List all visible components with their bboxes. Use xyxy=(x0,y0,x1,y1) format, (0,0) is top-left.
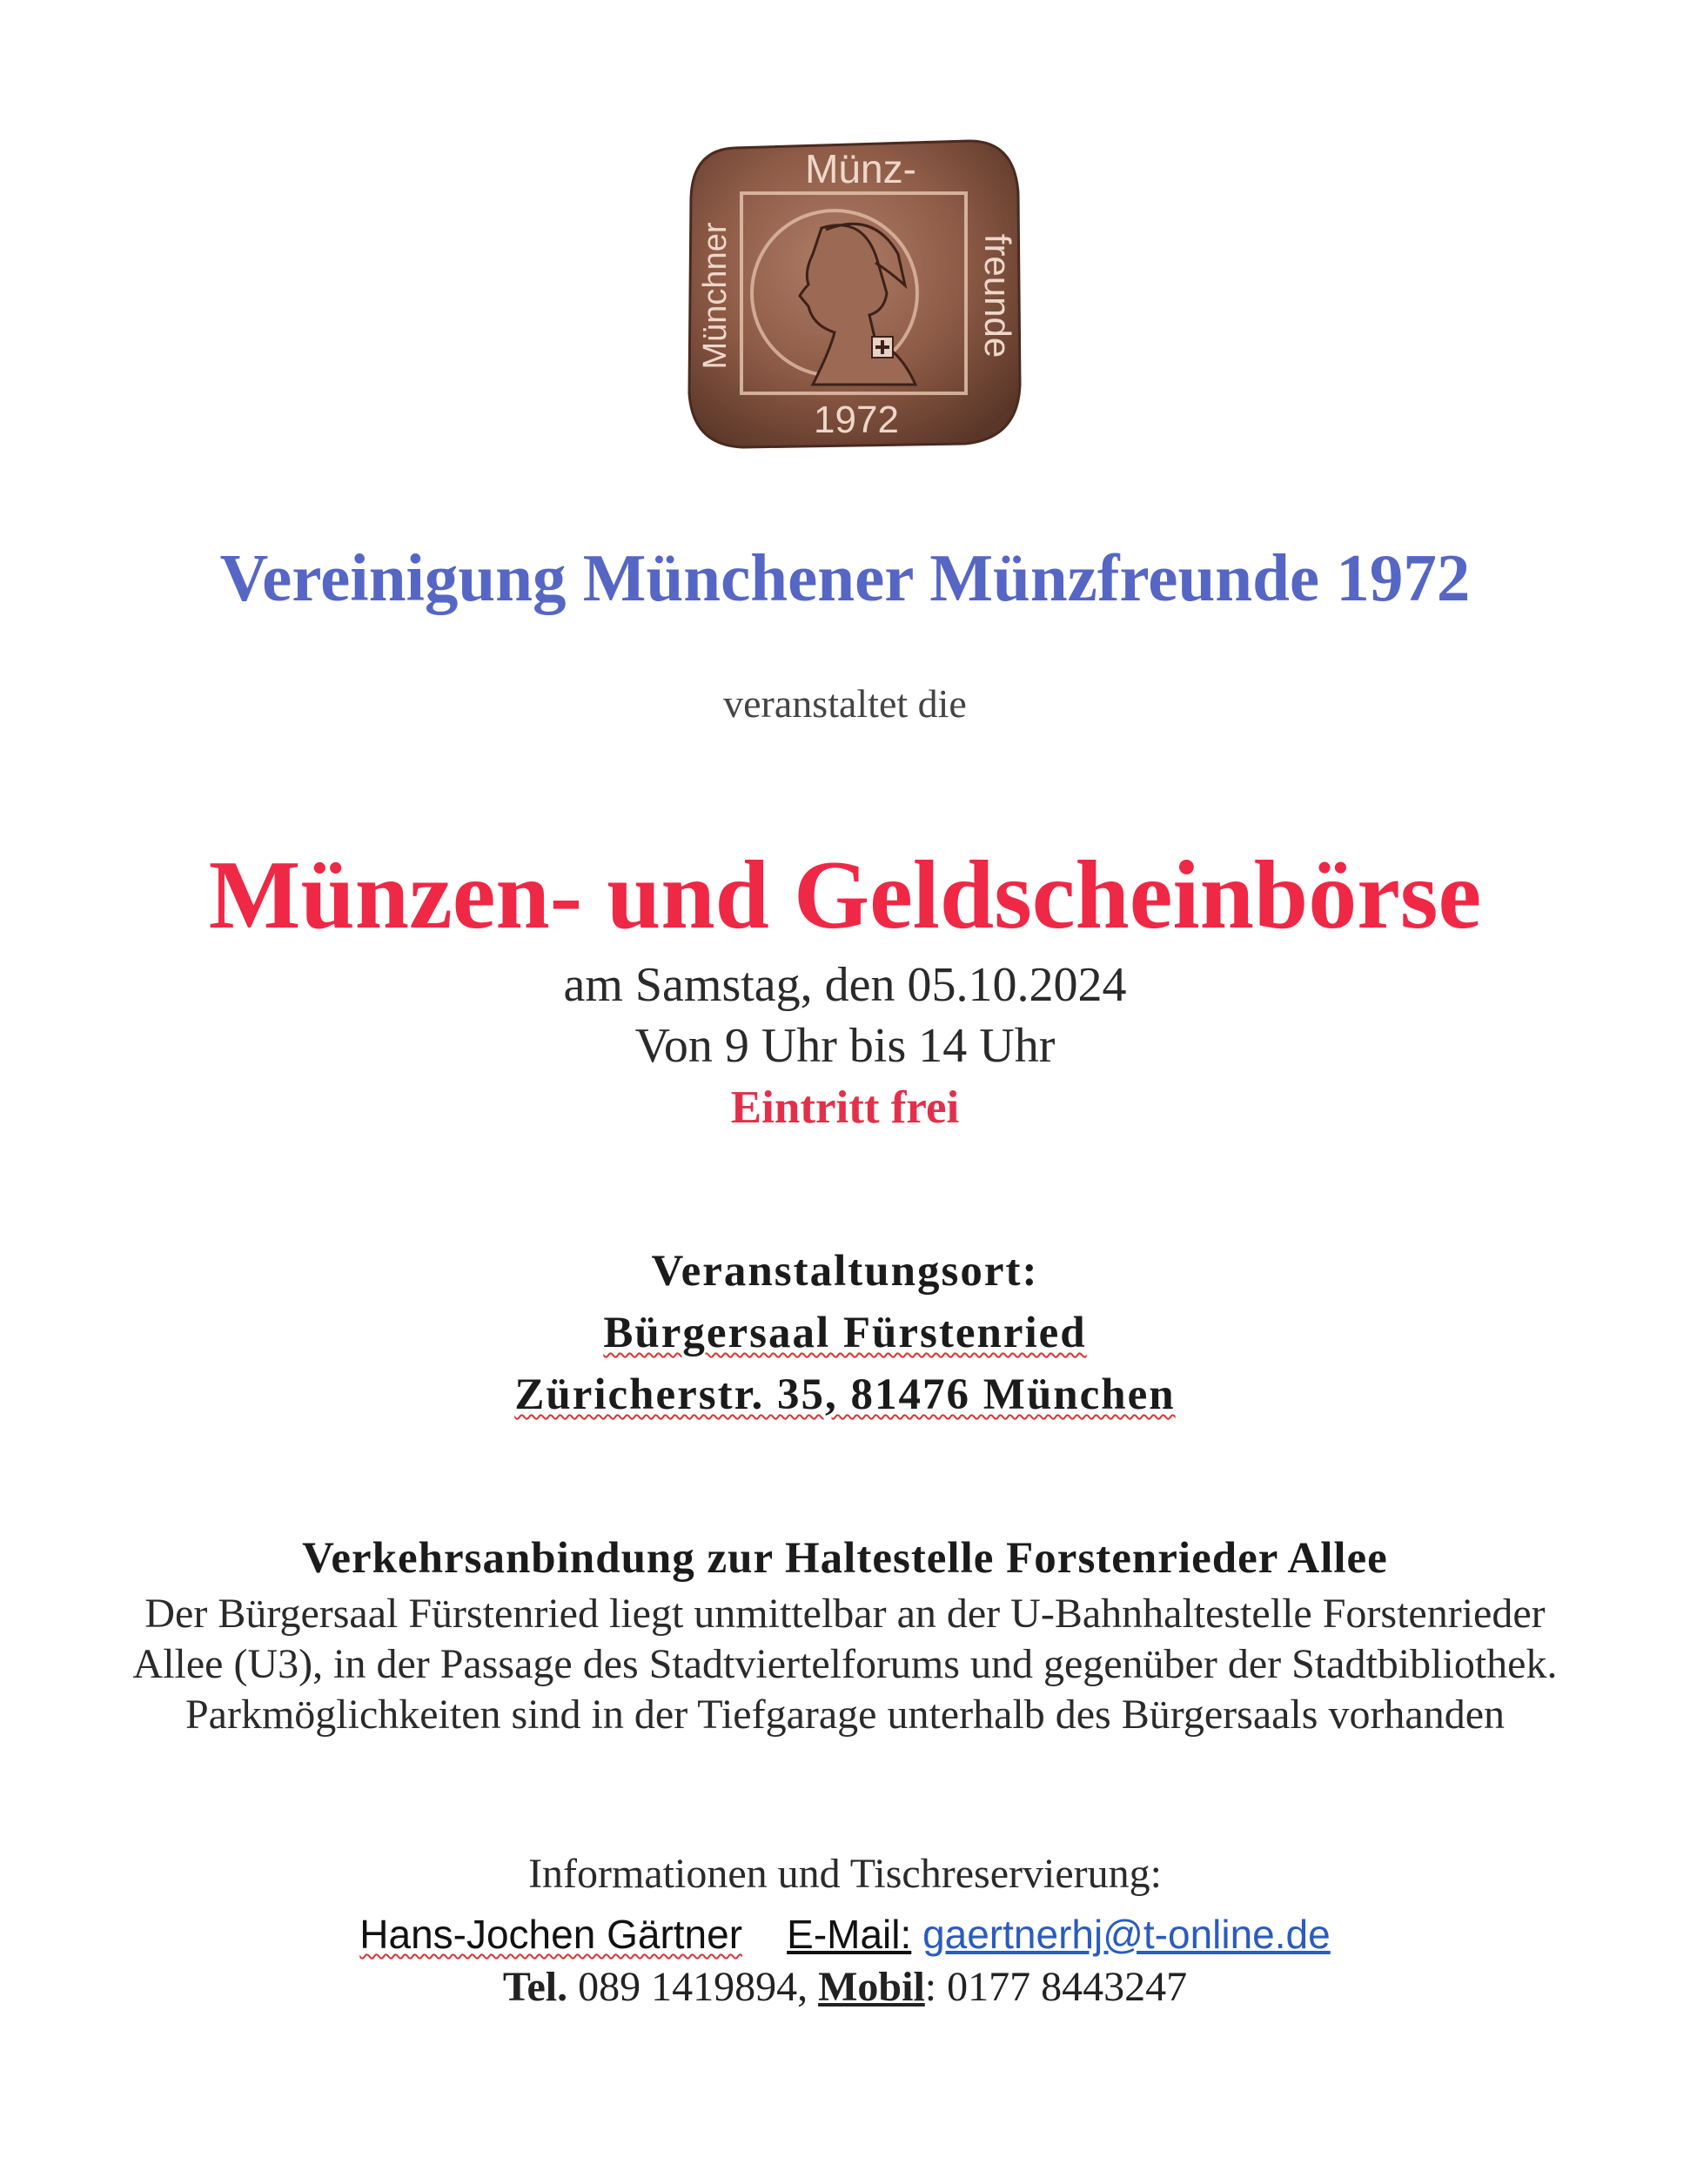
phone-line xyxy=(0,1963,1690,2011)
club-badge-logo xyxy=(682,132,1025,454)
email-link[interactable]: gaertnerhj@t-online.de xyxy=(922,1912,1331,1957)
badge-text-top: Münz- xyxy=(805,146,916,191)
mobile-number: : 0177 8443247 xyxy=(924,1964,1188,2010)
admission-note: Eintritt frei xyxy=(730,1082,960,1133)
badge-text-year: 1972 xyxy=(814,399,899,441)
tel-number: 089 1419894, xyxy=(578,1964,808,2010)
event-time: Von 9 Uhr bis 14 Uhr xyxy=(634,1019,1056,1073)
transport-heading: Verkehrsanbindung zur Haltestelle Forstenrieder Allee xyxy=(302,1534,1388,1583)
tel-label: Tel. xyxy=(502,1964,568,2010)
contact-heading: Informationen und Tischreservierung: xyxy=(528,1851,1162,1897)
venue-heading: Veranstaltungsort: xyxy=(651,1247,1039,1296)
subtitle: veranstaltet die xyxy=(723,681,967,726)
event-name: Münzen- und Geldscheinbörse xyxy=(208,841,1482,949)
badge-text-left: Münchner xyxy=(697,222,734,370)
event-date: am Samstag, den 05.10.2024 xyxy=(563,958,1127,1012)
venue-name xyxy=(0,1308,1690,1358)
venue-name-text: Bürgersaal Fürstenried xyxy=(603,1309,1087,1357)
organization-title: Vereinigung Münchener Münzfreunde 1972 xyxy=(219,540,1471,615)
email-label: E-Mail: xyxy=(787,1912,912,1957)
transport-description: Der Bürgersaal Fürstenried liegt unmittelbar an der U-Bahnhaltestelle Forstenrieder Allee (U3), in der Passage des Stadtviertelforums und gegenüber der Stadtbibliothek. Parkmöglichkeiten sind in der Tiefgarage unterhalb des Bürgersaals vorhanden xyxy=(132,1591,1558,1738)
venue-address-text: Züricherstr. 35, 81476 München xyxy=(514,1370,1176,1419)
contact-line xyxy=(0,1911,1690,1958)
mobile-label: Mobil xyxy=(818,1964,925,2010)
contact-person: Hans-Jochen Gärtner xyxy=(359,1912,743,1957)
badge-text-right: freunde xyxy=(977,233,1018,358)
venue-address xyxy=(0,1370,1690,1420)
